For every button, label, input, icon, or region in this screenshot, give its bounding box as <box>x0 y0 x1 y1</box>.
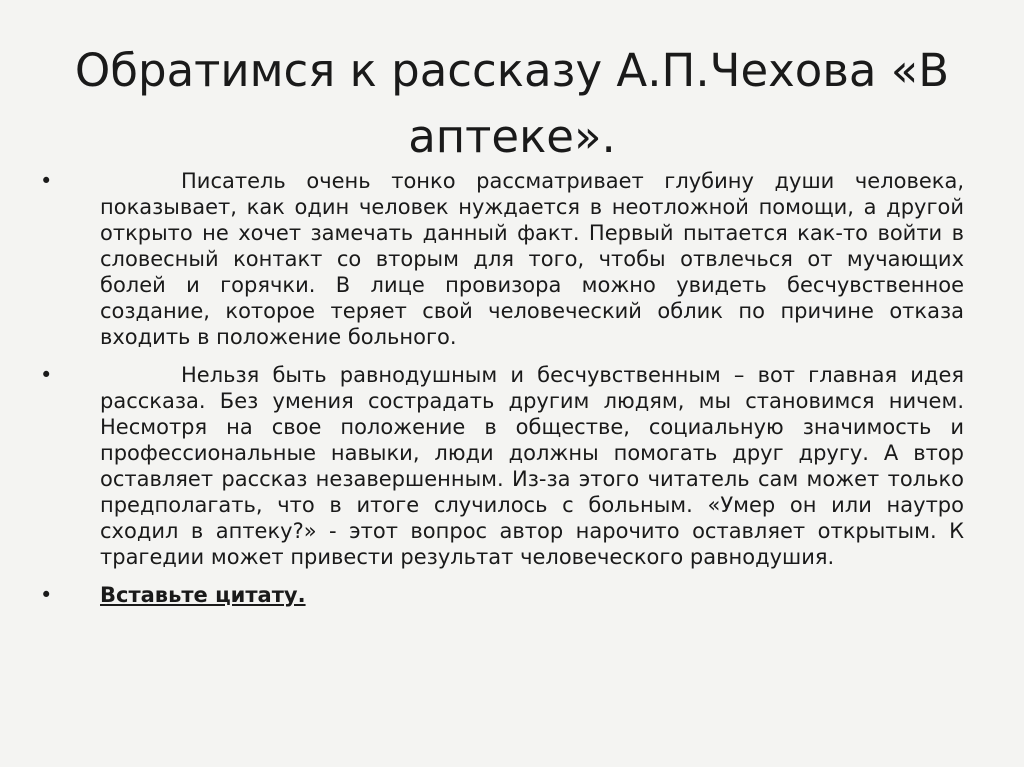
bullet-list <box>40 168 964 620</box>
list-item <box>40 362 964 570</box>
bullet-marker: • <box>40 363 53 387</box>
paragraph-text: Писатель очень тонко рассматривает глубину души человека, показывает, как один человек нуждается в неотложной помощи, а другой открыто не хочет замечать данный факт. Первый пытается как-то войти в словесный контакт со вторым для того, чтобы отвлечься от мучающих болей и горячки. В лице провизора можно увидеть бесчувственное создание, которое теряет свой человеческий облик по причине отказа входить в положение больного. <box>100 169 964 349</box>
list-item <box>40 168 964 350</box>
slide-title: Обратимся к рассказу А.П.Чехова «В аптеке». <box>74 44 950 163</box>
paragraph-text: Нельзя быть равнодушным и бесчувственным – вот главная идея рассказа. Без умения сострадать другим людям, мы становимся ничем. Несмотря на свое положение в обществе, социальную значимость и профессиональные навыки, люди должны помогать друг другу. А втор оставляет рассказ незавершенным. Из-за этого читатель сам может только предполагать, что в итоге случилось с больным. «Умер он или наутро сходил в аптеку?» - этот вопрос автор нарочито оставляет открытым. К трагедии может привести результат человеческого равнодушия. <box>100 363 964 569</box>
list-item <box>40 582 964 608</box>
bullet-marker: • <box>40 169 53 193</box>
insert-quote-prompt: Вставьте цитату. <box>100 583 306 607</box>
bullet-marker: • <box>40 583 53 607</box>
